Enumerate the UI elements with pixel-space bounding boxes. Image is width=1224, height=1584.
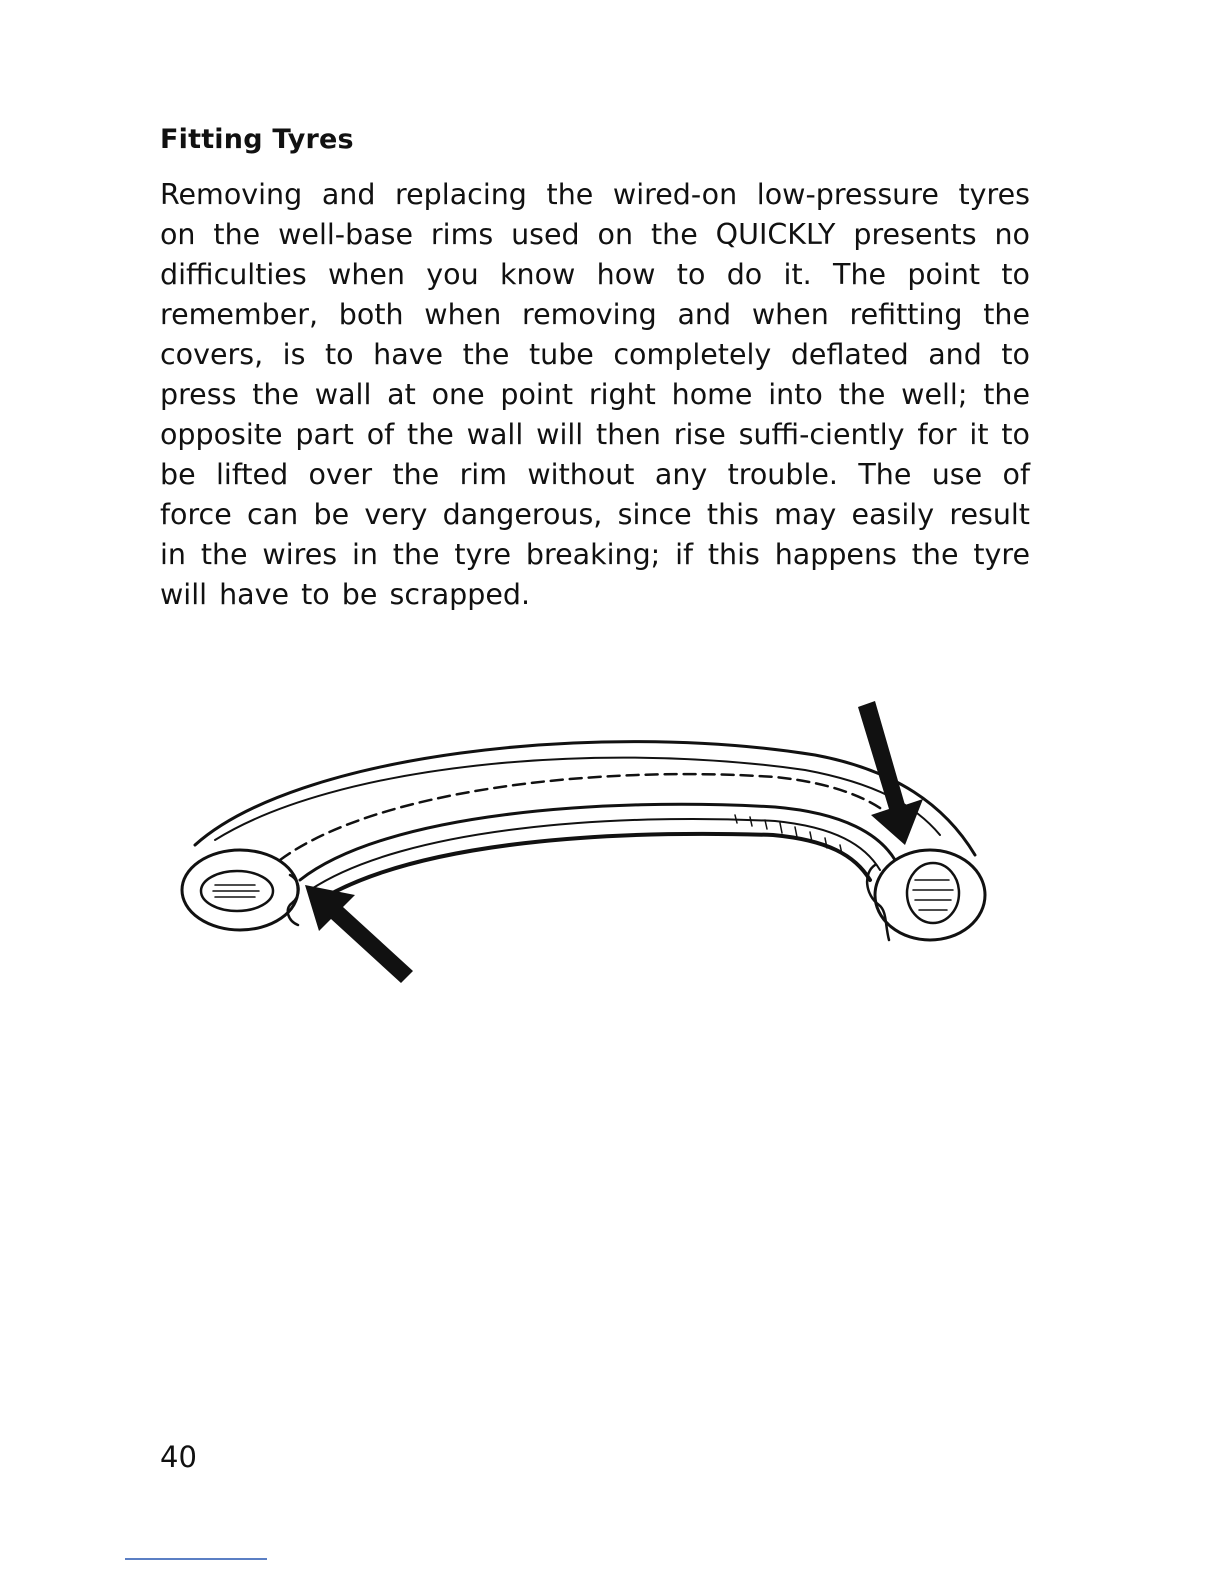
page-number: 40 <box>160 1440 197 1474</box>
arrow-right-icon <box>858 701 923 845</box>
right-section-lines <box>913 880 953 910</box>
left-section-outer <box>182 850 298 930</box>
section-heading: Fitting Tyres <box>160 124 354 155</box>
left-section-lines <box>213 885 259 897</box>
right-bead-hook <box>867 865 889 940</box>
bottom-rule <box>125 1558 267 1560</box>
tyre-bead-dashed <box>280 774 895 860</box>
arrow-left-icon <box>305 885 413 983</box>
rim-inner-edge-2 <box>310 819 880 890</box>
right-section-inner <box>907 863 959 923</box>
tyre-outer-wall <box>215 758 940 840</box>
body-paragraph: Removing and replacing the wired-on low-pressure tyres on the well-base rims used on the QUICKLY presents no difficulties when you know how to do it. The point to remember, both when removing and when refitting the covers, is to have the tube completely deflated and to press the wall at one point right home into the well; the opposite part of the wall will then rise suffi-ciently for it to be lifted over the rim without any trouble. The use of force can be very dangerous, since this may easily result in the wires in the tyre breaking; if this happens the tyre will have to be scrapped. <box>160 178 1030 611</box>
tyre-section-illustration <box>175 695 1005 995</box>
rim-inner-edge-3 <box>320 834 870 900</box>
